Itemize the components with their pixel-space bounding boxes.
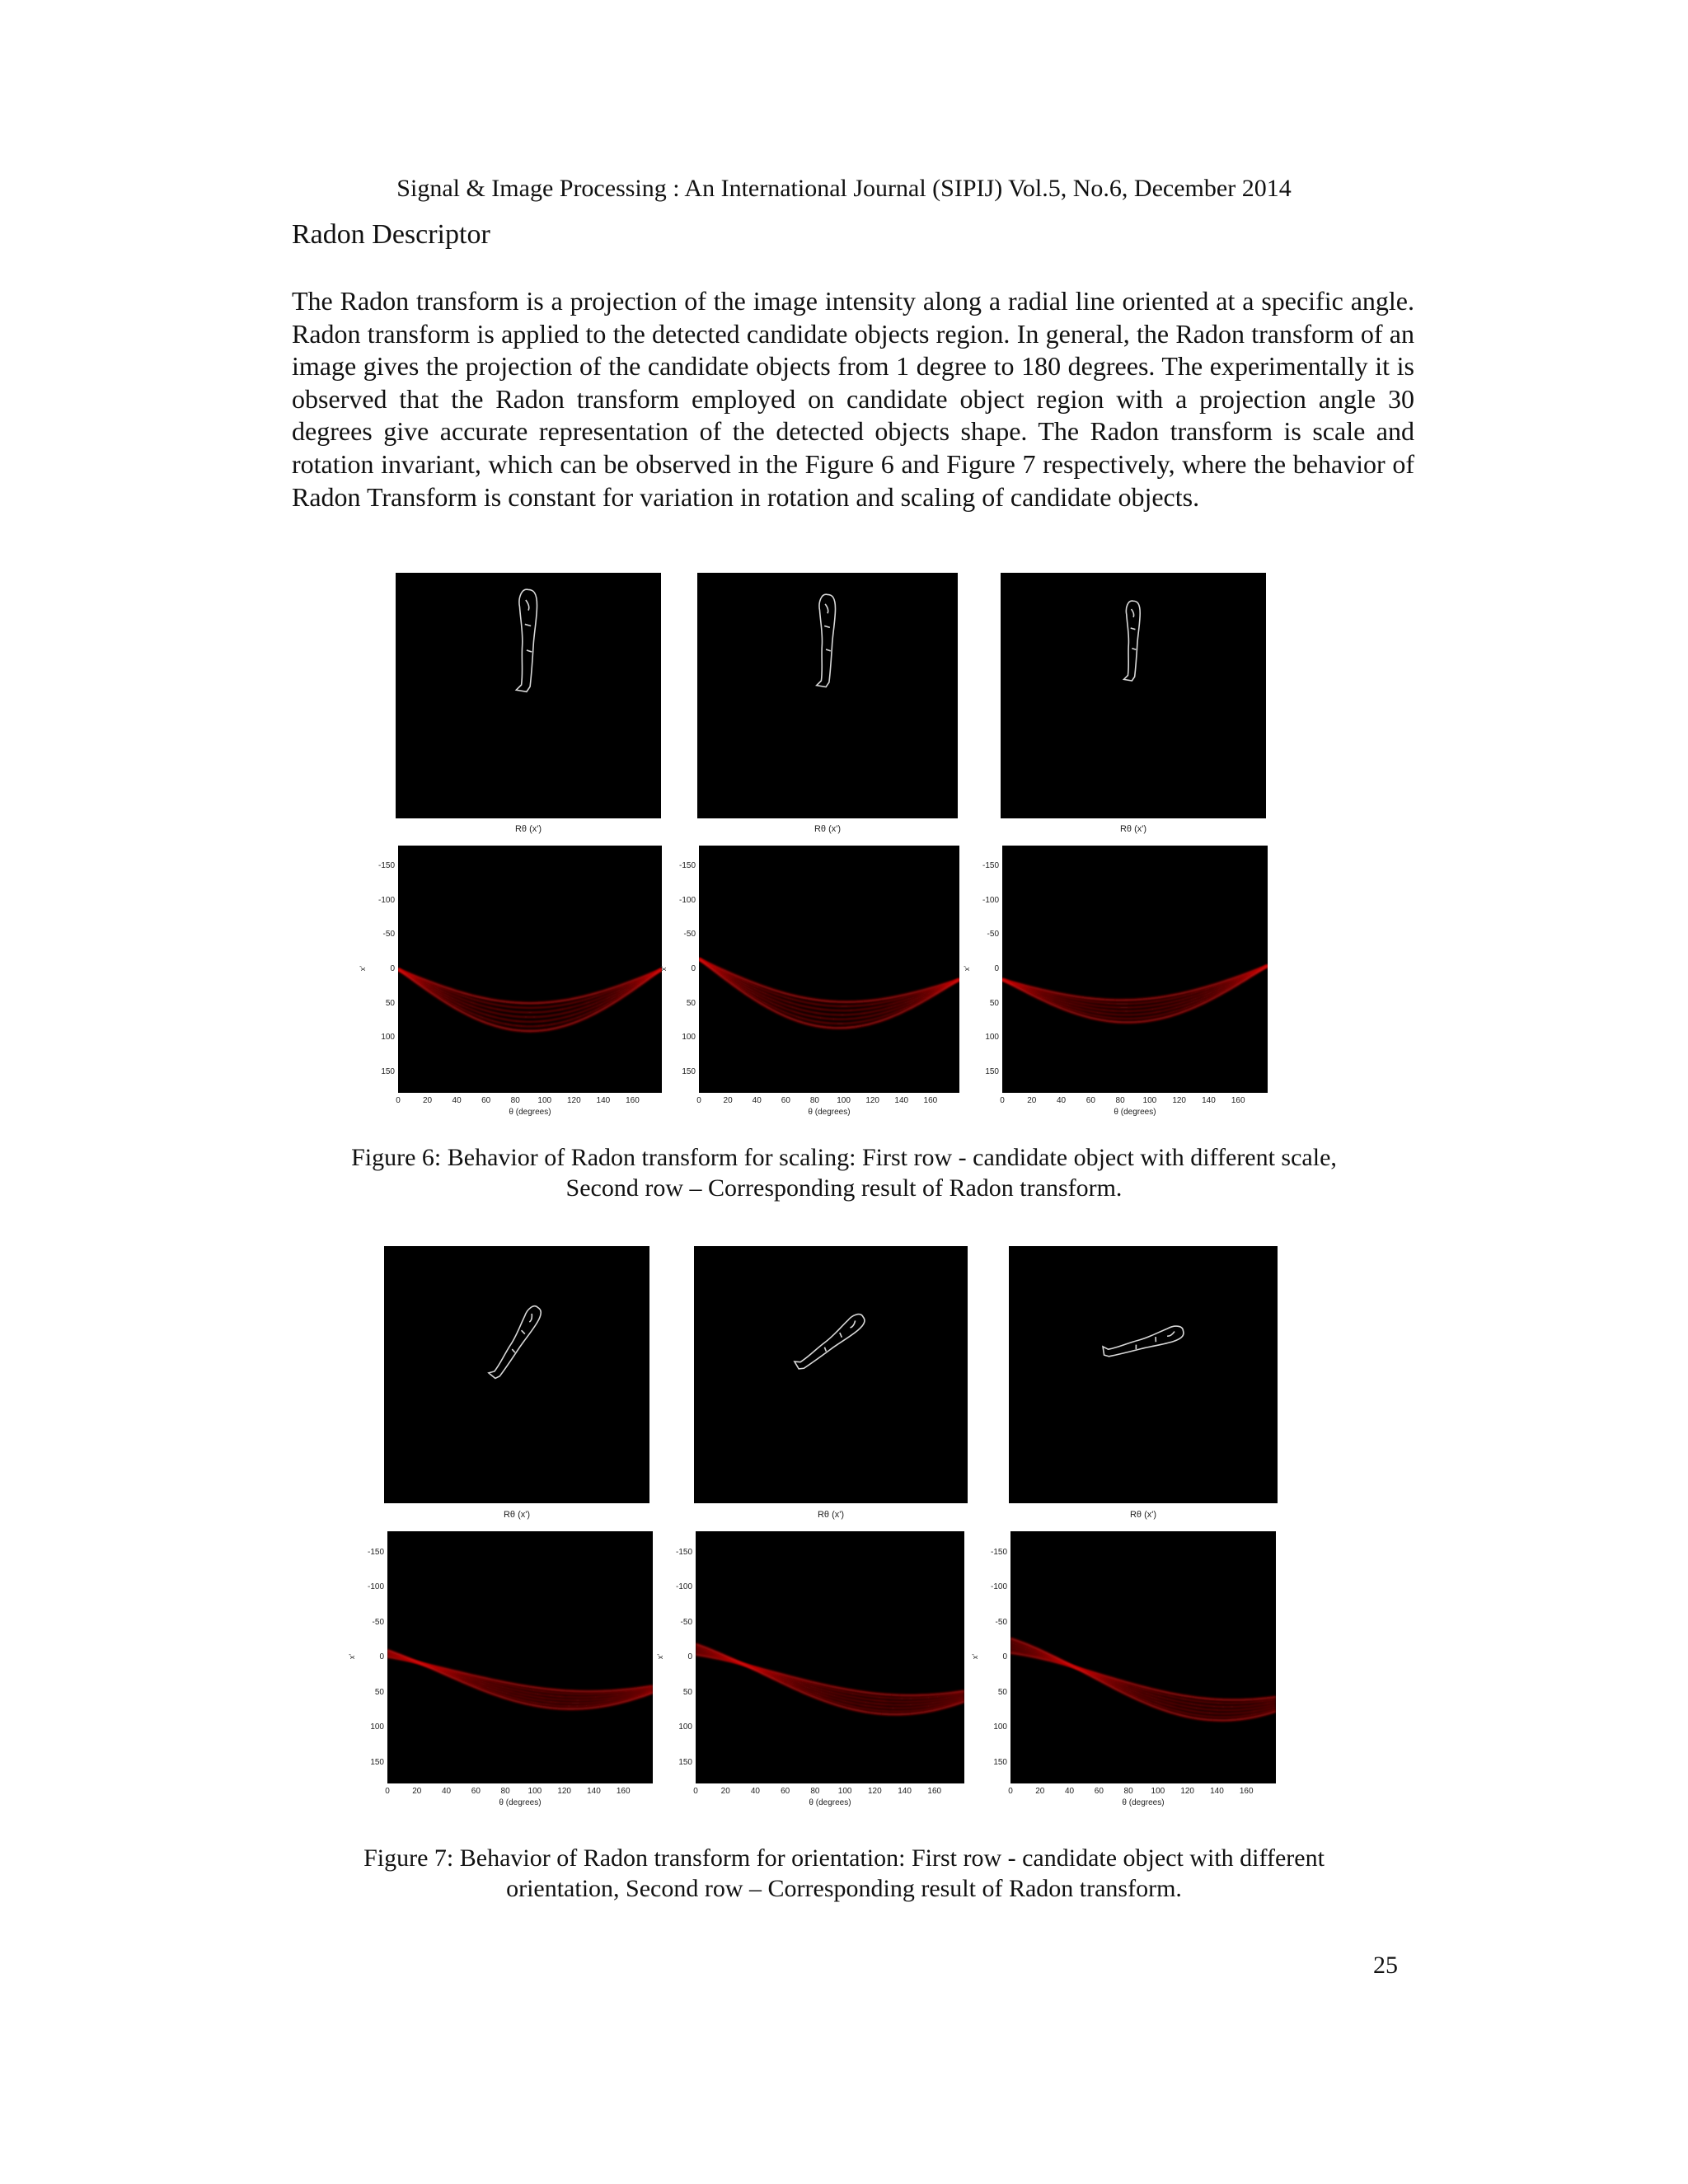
fig6-y-tick-label: -100 [377, 895, 395, 905]
fig6-candidate-object-image-3 [1001, 573, 1266, 818]
fig6-x-tick-label: 100 [1142, 1096, 1157, 1105]
fig6-x-tick-label: 120 [1172, 1096, 1186, 1105]
fig7-x-tick-label: 60 [781, 1787, 790, 1796]
fig7-y-tick-label: -100 [675, 1582, 692, 1591]
fig7-y-tick-label: 100 [370, 1722, 384, 1732]
fig7-y-tick-label: 50 [374, 1687, 384, 1697]
fig6-radon-sinogram-1 [359, 846, 662, 1117]
fig6-x-tick-label: 160 [923, 1096, 938, 1105]
fig7-candidate-object-image-3 [1009, 1246, 1278, 1503]
fig7-y-tick-label: 100 [678, 1722, 692, 1732]
fig6-y-tick-label: 50 [686, 998, 696, 1008]
figure-7-caption-line-1: Figure 7: Behavior of Radon transform for orientation: First row - candidate object with different [363, 1844, 1325, 1872]
fig7-radon-sinogram-2 [656, 1531, 964, 1807]
fig7-x-tick-label: 80 [810, 1787, 820, 1796]
fig7-x-tick-label: 160 [616, 1787, 631, 1796]
fig6-y-tick-label: -150 [377, 861, 395, 870]
fig7-x-tick-label: 120 [1180, 1787, 1194, 1796]
fig6-y-tick-label: -50 [683, 930, 696, 940]
running-head: Signal & Image Processing : An International Journal (SIPIJ) Vol.5, No.6, December 2014 [396, 175, 1292, 202]
fig7-x-tick-label: 140 [1210, 1787, 1224, 1796]
fig6-x-tick-label: 80 [1115, 1096, 1125, 1105]
fig7-x-tick-label: 0 [385, 1787, 390, 1796]
fig6-sinogram-curve-3-6 [1002, 966, 1268, 1023]
figure-6-caption-line-1: Figure 6: Behavior of Radon transform for scaling: First row - candidate object with different scale, [351, 1144, 1337, 1171]
fig6-panel-label-2: Rθ (x') [814, 824, 842, 834]
fig7-y-tick-label: -150 [675, 1547, 692, 1557]
fig7-candidate-object-image-2 [694, 1246, 968, 1503]
fig6-x-tick-label: 20 [422, 1096, 433, 1105]
fig6-x-tick-label: 140 [596, 1096, 611, 1105]
fig7-y-axis-label: x' [348, 1653, 357, 1660]
fig7-object-edge-2 [794, 1310, 868, 1376]
fig7-x-tick-label: 0 [1008, 1787, 1013, 1796]
fig6-x-tick-label: 160 [626, 1096, 640, 1105]
fig6-y-tick-label: 50 [989, 998, 999, 1008]
fig6-x-axis-label: θ (degrees) [509, 1108, 551, 1117]
fig7-y-axis-label: x' [971, 1653, 980, 1660]
fig7-sinogram-curve-3-6 [1010, 1638, 1276, 1720]
fig6-x-tick-label: 40 [752, 1096, 762, 1105]
fig6-y-tick-label: 50 [385, 998, 395, 1008]
fig6-x-tick-label: 80 [809, 1096, 819, 1105]
fig6-y-axis-label: x' [963, 965, 972, 972]
fig6-object-edge-1 [516, 589, 537, 691]
section-heading: Radon Descriptor [292, 219, 490, 250]
fig7-y-tick-label: 50 [997, 1687, 1007, 1697]
fig6-y-tick-label: -100 [678, 895, 696, 905]
fig7-candidate-object-image-1 [384, 1246, 649, 1503]
fig6-x-tick-label: 80 [510, 1096, 520, 1105]
fig7-sinogram-curve-2-3 [696, 1649, 964, 1705]
fig7-sinogram-curve-2-4 [696, 1647, 964, 1708]
fig6-y-tick-label: 150 [985, 1067, 999, 1076]
fig7-x-tick-label: 80 [1123, 1787, 1133, 1796]
fig6-x-axis-label: θ (degrees) [808, 1108, 851, 1117]
fig6-object-edge-2 [817, 594, 836, 687]
fig6-y-tick-label: 100 [985, 1033, 999, 1043]
fig7-x-tick-label: 160 [927, 1787, 942, 1796]
fig7-x-tick-label: 20 [1035, 1787, 1045, 1796]
fig6-y-axis-label: x' [659, 965, 668, 972]
fig7-x-tick-label: 140 [587, 1787, 601, 1796]
fig6-object-edge-3 [1124, 601, 1141, 681]
fig7-y-tick-label: 50 [682, 1687, 692, 1697]
fig6-x-tick-label: 100 [537, 1096, 552, 1105]
fig7-x-tick-label: 100 [528, 1787, 542, 1796]
fig7-radon-sinogram-1 [348, 1531, 653, 1807]
fig6-x-tick-label: 0 [696, 1096, 701, 1105]
fig7-y-tick-label: -150 [367, 1547, 384, 1557]
fig6-x-tick-label: 60 [481, 1096, 491, 1105]
fig7-radon-sinogram-3 [971, 1531, 1276, 1807]
fig7-panel-label-1: Rθ (x') [503, 1510, 531, 1520]
fig7-sinogram-curve-1-0 [387, 1657, 653, 1691]
fig6-x-tick-label: 120 [566, 1096, 581, 1105]
fig7-y-tick-label: -100 [367, 1582, 384, 1591]
fig6-x-tick-label: 0 [1000, 1096, 1005, 1105]
fig7-x-tick-label: 20 [412, 1787, 422, 1796]
fig7-x-axis-label: θ (degrees) [809, 1798, 851, 1807]
fig7-panel-label-3: Rθ (x') [1129, 1510, 1157, 1520]
fig6-x-tick-label: 140 [1202, 1096, 1216, 1105]
fig6-y-axis-label: x' [359, 965, 368, 972]
fig7-y-tick-label: 0 [687, 1652, 692, 1661]
fig7-x-tick-label: 120 [557, 1787, 571, 1796]
fig7-x-axis-label: θ (degrees) [499, 1798, 542, 1807]
fig6-radon-sinogram-3 [963, 846, 1268, 1117]
fig6-x-tick-label: 160 [1231, 1096, 1245, 1105]
fig7-y-tick-label: -150 [990, 1547, 1007, 1557]
fig7-y-tick-label: -50 [372, 1617, 384, 1627]
fig6-candidate-object-image-2 [697, 573, 958, 818]
fig7-y-tick-label: 100 [993, 1722, 1007, 1732]
fig6-y-tick-label: -50 [382, 930, 395, 940]
fig7-x-axis-label: θ (degrees) [1122, 1798, 1165, 1807]
fig7-y-tick-label: -100 [990, 1582, 1007, 1591]
fig6-y-tick-label: 0 [994, 964, 999, 973]
fig7-y-tick-label: 150 [370, 1757, 384, 1767]
fig7-object-edge-1 [488, 1302, 544, 1382]
fig6-x-tick-label: 140 [894, 1096, 909, 1105]
fig6-y-tick-label: 150 [381, 1067, 395, 1076]
fig7-x-tick-label: 40 [441, 1787, 452, 1796]
fig6-y-tick-label: 0 [691, 964, 696, 973]
fig7-y-tick-label: 150 [678, 1757, 692, 1767]
fig7-x-tick-label: 120 [867, 1787, 882, 1796]
fig6-candidate-object-image-1 [396, 573, 661, 818]
fig7-y-tick-label: 0 [379, 1652, 384, 1661]
fig7-y-axis-label: x' [656, 1653, 665, 1660]
fig6-y-tick-label: 150 [682, 1067, 696, 1076]
fig7-x-tick-label: 0 [693, 1787, 698, 1796]
fig6-x-tick-label: 20 [1027, 1096, 1037, 1105]
fig6-y-tick-label: -100 [982, 895, 999, 905]
body-paragraph: The Radon transform is a projection of the image intensity along a radial line oriented at a specific angle. Radon transform is applied to the detected candidate objects region. In general, the Radon transform of an image gives the projection of the candidate objects from 1 degree to 180 degrees. The experimentally it is observed that the Radon transform employed on candidate object region with a projection angle 30 degrees give accurate representation of the detected objects shape. The Radon transform is scale and rotation invariant, which can be observed in the Figure 6 and Figure 7 respectively, where the behavior of Radon Transform is constant for variation in rotation and scaling of candidate objects. [292, 286, 1414, 512]
fig6-x-tick-label: 40 [1056, 1096, 1067, 1105]
fig7-x-tick-label: 80 [500, 1787, 510, 1796]
page-number: 25 [1373, 1952, 1398, 1979]
fig7-panel-label-2: Rθ (x') [817, 1510, 845, 1520]
fig7-x-tick-label: 40 [750, 1787, 760, 1796]
fig7-x-tick-label: 60 [471, 1787, 481, 1796]
fig6-y-tick-label: -150 [678, 861, 696, 870]
fig7-x-tick-label: 100 [837, 1787, 852, 1796]
fig6-x-tick-label: 60 [781, 1096, 790, 1105]
fig6-y-tick-label: 100 [682, 1033, 696, 1043]
fig6-x-tick-label: 120 [865, 1096, 879, 1105]
fig7-y-tick-label: 150 [993, 1757, 1007, 1767]
fig7-y-tick-label: -50 [680, 1617, 692, 1627]
fig6-radon-sinogram-2 [659, 846, 959, 1117]
fig6-x-tick-label: 20 [723, 1096, 733, 1105]
fig7-object-edge-3 [1101, 1321, 1185, 1362]
fig7-x-tick-label: 140 [898, 1787, 912, 1796]
figure-6-caption-line-2: Second row – Corresponding result of Radon transform. [565, 1174, 1123, 1202]
fig6-x-tick-label: 100 [837, 1096, 851, 1105]
fig7-x-tick-label: 40 [1064, 1787, 1075, 1796]
fig7-sinogram-curve-1-1 [387, 1656, 653, 1694]
fig6-x-tick-label: 0 [396, 1096, 401, 1105]
fig6-y-tick-label: 0 [390, 964, 395, 973]
fig7-y-tick-label: 0 [1002, 1652, 1007, 1661]
fig7-x-tick-label: 160 [1239, 1787, 1254, 1796]
fig6-y-tick-label: 100 [381, 1033, 395, 1043]
fig6-y-tick-label: -150 [982, 861, 999, 870]
fig7-y-tick-label: -50 [995, 1617, 1007, 1627]
fig6-x-tick-label: 40 [452, 1096, 462, 1105]
fig6-x-tick-label: 60 [1085, 1096, 1095, 1105]
fig7-x-tick-label: 60 [1094, 1787, 1104, 1796]
fig6-y-tick-label: -50 [987, 930, 999, 940]
fig7-sinogram-curve-3-5 [1010, 1641, 1276, 1717]
fig6-x-axis-label: θ (degrees) [1114, 1108, 1156, 1117]
fig7-x-tick-label: 20 [720, 1787, 730, 1796]
fig7-x-tick-label: 100 [1151, 1787, 1165, 1796]
fig6-panel-label-3: Rθ (x') [1119, 824, 1147, 834]
figure-7-caption-line-2: orientation, Second row – Corresponding result of Radon transform. [506, 1875, 1182, 1902]
fig6-panel-label-1: Rθ (x') [514, 824, 542, 834]
